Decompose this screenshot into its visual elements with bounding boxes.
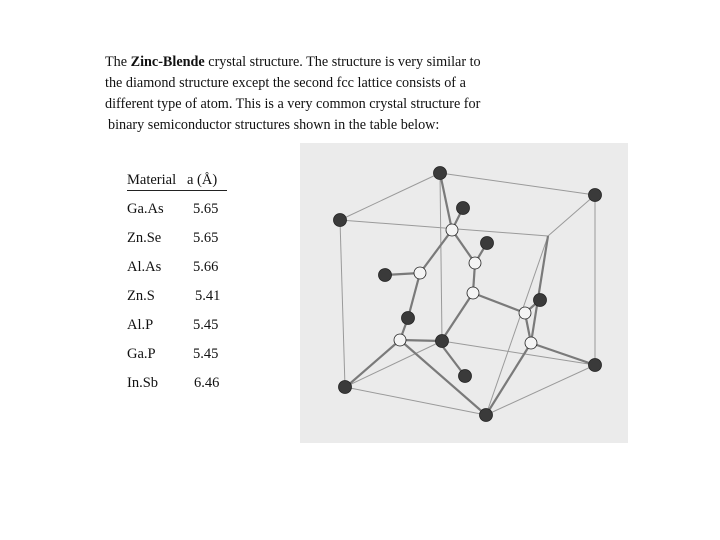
dark-atom [436, 335, 449, 348]
dark-atom [480, 409, 493, 422]
description-line-2: the diamond structure except the second fcc lattice consists of a [105, 75, 466, 91]
lattice-constant-cell: 5.66 [193, 259, 219, 275]
light-atom [446, 224, 458, 236]
cube-edge [440, 173, 595, 195]
lattice-constant-cell: 5.45 [193, 346, 219, 362]
bond [420, 230, 452, 273]
material-cell: Ga.As [127, 201, 164, 217]
dark-atom [589, 359, 602, 372]
dark-atom [402, 312, 415, 325]
cube-edge [340, 173, 440, 220]
lattice-constant-cell: 5.41 [195, 288, 221, 304]
light-atom [519, 307, 531, 319]
header-material: Material [127, 172, 177, 188]
dark-atom [589, 189, 602, 202]
line1-rest: crystal structure. The structure is very similar to [204, 54, 481, 70]
crystal-structure-diagram [300, 143, 628, 443]
material-cell: Ga.P [127, 346, 156, 362]
cube-edge [486, 236, 548, 415]
light-atom [414, 267, 426, 279]
cube-edge [548, 195, 595, 236]
header-underline [127, 190, 227, 191]
lattice-constant-cell: 5.65 [193, 201, 219, 217]
zinc-blende-figure [300, 143, 628, 443]
bond [473, 293, 525, 313]
dark-atom [334, 214, 347, 227]
dark-atom [379, 269, 392, 282]
dark-atom [459, 370, 472, 383]
cube-edge [345, 387, 486, 415]
bond [440, 173, 452, 230]
cube-edge [340, 220, 345, 387]
line1-prefix: The [105, 54, 131, 70]
lattice-constant-cell: 5.45 [193, 317, 219, 333]
cube-edge [340, 220, 548, 236]
dark-atom [457, 202, 470, 215]
description-paragraph [105, 52, 545, 136]
light-atom [467, 287, 479, 299]
material-cell: Zn.S [127, 288, 155, 304]
light-atom [469, 257, 481, 269]
dark-atom [339, 381, 352, 394]
dark-atom [534, 294, 547, 307]
lattice-constant-cell: 6.46 [194, 375, 220, 391]
bond [408, 273, 420, 318]
cube-edge [440, 173, 442, 341]
material-cell: In.Sb [127, 375, 159, 391]
material-cell: Al.As [127, 259, 162, 275]
dark-atom [481, 237, 494, 250]
bond [346, 340, 400, 387]
dark-atom [434, 167, 447, 180]
light-atom [394, 334, 406, 346]
light-atom [525, 337, 537, 349]
structure-name: Zinc-Blende [130, 54, 205, 70]
description-line-4: binary semiconductor structures shown in the table below: [108, 117, 440, 133]
material-cell: Al.P [127, 317, 154, 333]
bond [531, 343, 595, 365]
lattice-constant-cell: 5.65 [193, 230, 219, 246]
bond [531, 236, 548, 343]
bond [400, 340, 486, 415]
header-lattice-constant: a (Å) [187, 172, 218, 188]
material-cell: Zn.Se [127, 230, 162, 246]
description-line-3: different type of atom. This is a very common crystal structure for [105, 96, 481, 112]
description-line-1 [105, 52, 545, 73]
